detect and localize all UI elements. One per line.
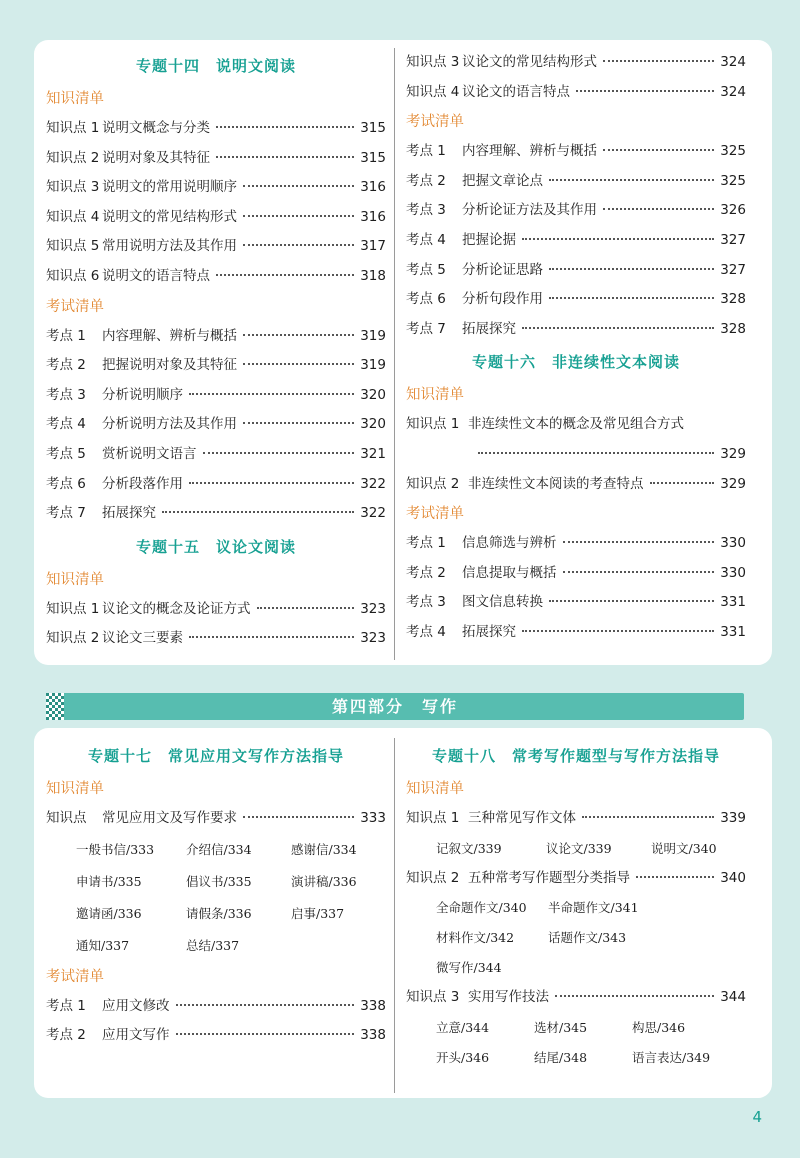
sub-item-grid xyxy=(406,1013,746,1073)
entry-title: 说明对象及其特征 xyxy=(102,149,210,166)
leader-dots xyxy=(176,1004,355,1006)
toc-entry[interactable] xyxy=(406,285,746,315)
entry-page: 315 xyxy=(360,149,386,166)
toc-entry[interactable] xyxy=(46,262,386,292)
entry-page: 322 xyxy=(360,505,386,522)
knowledge-list-14 xyxy=(46,114,386,292)
knowledge-list-label: 知识清单 xyxy=(46,781,104,797)
entry-title: 实用写作技法 xyxy=(468,989,549,1006)
sub-item[interactable]: 记叙文/339 xyxy=(436,840,502,856)
entry-title: 分析论证思路 xyxy=(462,261,543,278)
knowledge-list-15 xyxy=(46,595,386,654)
entry-key: 知识点 4 xyxy=(46,208,100,225)
entry-page: 316 xyxy=(360,179,386,196)
entry-key: 知识点 1 xyxy=(46,120,100,136)
entry-key: 考点 2 xyxy=(46,357,86,374)
entry-key: 考点 4 xyxy=(46,416,86,433)
leader-dots xyxy=(603,208,714,210)
toc-entry[interactable] xyxy=(46,114,386,144)
entry-key: 知识点 1 xyxy=(46,600,100,617)
sub-item[interactable]: 请假条/336 xyxy=(186,905,252,921)
entry-title: 分析说明顺序 xyxy=(102,386,183,403)
toc-entry[interactable] xyxy=(406,618,746,648)
toc-entry[interactable] xyxy=(406,470,746,500)
entry-key: 知识点 6 xyxy=(46,267,100,284)
entry-key: 考点 3 xyxy=(406,202,446,219)
leader-dots xyxy=(243,422,354,424)
sub-item[interactable]: 申请书/335 xyxy=(76,873,142,889)
entry-page: 321 xyxy=(360,445,386,462)
toc-column-bottom-left xyxy=(46,738,386,1051)
entry-title: 把握文章论点 xyxy=(462,172,543,189)
entry-title: 赏析说明文语言 xyxy=(102,445,197,462)
sub-item[interactable]: 微写作/344 xyxy=(436,960,502,976)
leader-dots xyxy=(549,268,714,270)
toc-entry[interactable] xyxy=(406,864,746,894)
toc-entry[interactable] xyxy=(46,470,386,500)
entry-key: 考点 6 xyxy=(46,475,86,492)
entry-title: 五种常考写作题型分类指导 xyxy=(468,869,630,886)
leader-dots xyxy=(582,816,714,818)
leader-dots xyxy=(522,630,714,632)
entry-key: 考点 4 xyxy=(406,231,446,248)
toc-entry[interactable] xyxy=(46,410,386,440)
entry-title: 说明文的常用说明顺序 xyxy=(102,179,237,196)
column-divider xyxy=(394,48,395,660)
entry-title: 分析说明方法及其作用 xyxy=(102,416,237,433)
topic-title-17: 专题十七 常见应用文写作方法指导 xyxy=(87,747,344,765)
toc-entry[interactable] xyxy=(46,351,386,381)
toc-column-top-left xyxy=(46,48,386,654)
toc-entry[interactable] xyxy=(46,595,386,625)
topic-title-18: 专题十八 常考写作题型与写作方法指导 xyxy=(431,747,720,765)
entry-key: 考点 1 xyxy=(406,535,446,552)
entry-key: 考点 5 xyxy=(46,445,86,462)
entry-key: 考点 3 xyxy=(46,386,86,403)
toc-entry[interactable] xyxy=(406,226,746,256)
sub-item[interactable]: 议论文/339 xyxy=(546,840,612,856)
exam-list-label: 考试清单 xyxy=(406,114,464,131)
exam-list-label: 考试清单 xyxy=(46,968,104,985)
entry-title: 分析句段作用 xyxy=(462,291,543,308)
leader-dots xyxy=(216,274,354,276)
entry-title: 拓展探究 xyxy=(462,320,516,337)
entry-page: 317 xyxy=(360,238,386,255)
entry-key: 考点 5 xyxy=(406,261,446,278)
entry-title: 拓展探究 xyxy=(462,623,516,640)
topic-title-16: 专题十六 非连续性文本阅读 xyxy=(471,353,680,372)
entry-page: 320 xyxy=(360,386,386,403)
entry-page: 318 xyxy=(360,267,386,284)
leader-dots xyxy=(478,452,714,454)
entry-page: 327 xyxy=(720,261,746,278)
toc-entry[interactable] xyxy=(406,983,746,1013)
entry-key: 知识点 xyxy=(46,810,87,826)
toc-entry[interactable] xyxy=(406,167,746,197)
entry-title: 信息筛选与辨析 xyxy=(462,535,557,552)
entry-page: 324 xyxy=(720,54,746,70)
sub-item[interactable]: 感谢信/334 xyxy=(291,841,357,857)
entry-key: 知识点 1 xyxy=(406,416,460,433)
entry-page: 329 xyxy=(720,445,746,462)
entry-key: 知识点 3 xyxy=(406,54,460,70)
entry-key: 考点 6 xyxy=(406,291,446,308)
exam-list-14 xyxy=(46,322,386,529)
entry-page: 330 xyxy=(720,564,746,581)
entry-key: 考点 1 xyxy=(46,327,86,344)
entry-key: 考点 2 xyxy=(46,1027,86,1044)
leader-dots xyxy=(549,600,714,602)
sub-item[interactable]: 语言表达/349 xyxy=(632,1049,711,1065)
leader-dots xyxy=(189,482,354,484)
sub-item[interactable]: 总结/337 xyxy=(186,937,240,953)
entry-page: 322 xyxy=(360,475,386,492)
sub-item[interactable]: 话题作文/343 xyxy=(548,930,627,946)
part-title: 第四部分 写作 xyxy=(331,697,458,716)
entry-title: 常见应用文及写作要求 xyxy=(102,810,237,826)
part-banner xyxy=(46,693,744,720)
entry-page: 340 xyxy=(720,869,746,886)
leader-dots xyxy=(549,179,714,181)
leader-dots xyxy=(189,393,354,395)
sub-item[interactable]: 邀请函/336 xyxy=(76,905,142,921)
entry-title: 议论文的语言特点 xyxy=(462,83,570,100)
topic-title-15: 专题十五 议论文阅读 xyxy=(135,537,296,556)
toc-column-top-right xyxy=(406,48,746,648)
entry-title: 三种常见写作文体 xyxy=(468,810,576,826)
sub-item[interactable]: 说明文/340 xyxy=(651,840,717,856)
entry-title: 说明文的语言特点 xyxy=(102,267,210,284)
leader-dots xyxy=(522,327,714,329)
sub-item[interactable]: 通知/337 xyxy=(76,937,130,953)
sub-item[interactable]: 半命题作文/341 xyxy=(548,900,639,916)
leader-dots xyxy=(576,90,714,92)
entry-page: 319 xyxy=(360,327,386,344)
sub-item-grid xyxy=(406,834,746,864)
entry-title: 议论文三要素 xyxy=(102,630,183,647)
leader-dots xyxy=(216,156,354,158)
toc-entry[interactable] xyxy=(406,559,746,589)
sub-item[interactable]: 结尾/348 xyxy=(534,1049,588,1065)
toc-entry[interactable] xyxy=(406,196,746,226)
leader-dots xyxy=(203,452,355,454)
toc-entry[interactable] xyxy=(46,381,386,411)
leader-dots xyxy=(549,297,714,299)
toc-column-bottom-right xyxy=(406,738,746,1073)
entry-page: 329 xyxy=(720,475,746,492)
toc-entry[interactable] xyxy=(46,232,386,262)
sub-item[interactable]: 开头/346 xyxy=(436,1049,490,1065)
exam-list-label: 考试清单 xyxy=(406,506,464,523)
knowledge-list-label: 知识清单 xyxy=(406,781,464,797)
entry-page: 325 xyxy=(720,143,746,160)
leader-dots xyxy=(603,60,714,62)
entry-title: 图文信息转换 xyxy=(462,594,543,611)
entry-title: 分析论证方法及其作用 xyxy=(462,202,597,219)
exam-list-label: 考试清单 xyxy=(46,298,104,315)
entry-title: 把握说明对象及其特征 xyxy=(102,357,237,374)
leader-dots xyxy=(257,607,355,609)
sub-item[interactable]: 材料作文/342 xyxy=(436,930,515,946)
entry-page: 316 xyxy=(360,208,386,225)
entry-key: 知识点 2 xyxy=(46,630,100,647)
entry-page: 338 xyxy=(360,997,386,1014)
leader-dots xyxy=(216,126,354,128)
entry-title: 常用说明方法及其作用 xyxy=(102,238,237,255)
leader-dots xyxy=(243,244,354,246)
toc-entry[interactable] xyxy=(46,440,386,470)
entry-page: 328 xyxy=(720,291,746,308)
leader-dots xyxy=(162,511,354,513)
knowledge-list-16 xyxy=(406,410,746,499)
entry-key: 知识点 5 xyxy=(46,238,100,255)
leader-dots xyxy=(522,238,714,240)
entry-page: 338 xyxy=(360,1027,386,1044)
entry-page: 327 xyxy=(720,231,746,248)
leader-dots xyxy=(636,876,714,878)
toc-entry[interactable] xyxy=(46,499,386,529)
knowledge-list-label: 知识清单 xyxy=(46,571,104,588)
entry-key: 知识点 3 xyxy=(46,179,100,196)
toc-entry[interactable] xyxy=(406,588,746,618)
toc-entry[interactable] xyxy=(46,1021,386,1051)
sub-item[interactable]: 全命题作文/340 xyxy=(436,900,527,916)
sub-item[interactable]: 立意/344 xyxy=(436,1019,490,1035)
entry-title: 应用文修改 xyxy=(102,997,170,1014)
entry-page: 323 xyxy=(360,600,386,617)
sub-item[interactable]: 选材/345 xyxy=(534,1019,588,1035)
toc-entry[interactable] xyxy=(406,410,746,440)
entry-key: 知识点 2 xyxy=(406,475,460,492)
entry-page: 325 xyxy=(720,172,746,189)
leader-dots xyxy=(243,363,354,365)
entry-title: 非连续性文本阅读的考查特点 xyxy=(468,475,644,492)
sub-item[interactable]: 构思/346 xyxy=(632,1019,686,1035)
topic-title-14: 专题十四 说明文阅读 xyxy=(135,57,296,75)
page-number: 4 xyxy=(752,1108,762,1126)
exam-list-15 xyxy=(406,137,746,344)
entry-key: 考点 1 xyxy=(46,997,86,1014)
entry-title: 内容理解、辨析与概括 xyxy=(462,143,597,160)
entry-title: 议论文的概念及论证方式 xyxy=(102,600,251,617)
sub-item[interactable]: 介绍信/334 xyxy=(186,841,252,857)
entry-page: 339 xyxy=(720,810,746,826)
leader-dots xyxy=(563,541,715,543)
entry-page: 328 xyxy=(720,320,746,337)
entry-title: 信息提取与概括 xyxy=(462,564,557,581)
entry-key: 考点 4 xyxy=(406,623,446,640)
entry-title: 非连续性文本的概念及常见组合方式 xyxy=(468,416,684,433)
entry-page: 324 xyxy=(720,83,746,100)
toc-entry-continuation[interactable] xyxy=(406,440,746,470)
knowledge-list-label: 知识清单 xyxy=(46,91,104,107)
entry-key: 考点 7 xyxy=(46,505,86,522)
toc-entry[interactable] xyxy=(46,624,386,654)
entry-title: 分析段落作用 xyxy=(102,475,183,492)
entry-key: 知识点 1 xyxy=(406,810,460,826)
leader-dots xyxy=(243,215,354,217)
entry-page: 315 xyxy=(360,120,386,136)
toc-entry[interactable] xyxy=(46,144,386,174)
entry-title: 说明文概念与分类 xyxy=(102,120,210,136)
entry-key: 知识点 2 xyxy=(406,869,460,886)
toc-entry[interactable] xyxy=(406,137,746,167)
sub-item[interactable]: 一般书信/333 xyxy=(76,841,155,857)
toc-entry[interactable] xyxy=(406,256,746,286)
entry-page: 319 xyxy=(360,357,386,374)
entry-title: 把握论据 xyxy=(462,231,516,248)
sub-item[interactable]: 演讲稿/336 xyxy=(291,873,357,889)
toc-entry[interactable] xyxy=(46,804,386,834)
entry-page: 331 xyxy=(720,594,746,611)
entry-key: 知识点 4 xyxy=(406,83,460,100)
toc-entry[interactable] xyxy=(406,48,746,78)
leader-dots xyxy=(243,334,354,336)
entry-page: 333 xyxy=(360,810,386,826)
toc-entry[interactable] xyxy=(406,315,746,345)
entry-page: 330 xyxy=(720,535,746,552)
entry-page: 326 xyxy=(720,202,746,219)
exam-list-16 xyxy=(406,529,746,647)
toc-entry[interactable] xyxy=(46,322,386,352)
sub-item-grid xyxy=(46,834,386,962)
sub-item[interactable]: 倡议书/335 xyxy=(186,873,252,889)
entry-page: 344 xyxy=(720,989,746,1006)
leader-dots xyxy=(189,636,354,638)
entry-title: 议论文的常见结构形式 xyxy=(462,54,597,70)
toc-entry[interactable] xyxy=(406,529,746,559)
sub-item[interactable]: 启事/337 xyxy=(291,905,345,921)
knowledge-list-label: 知识清单 xyxy=(406,387,464,404)
entry-page: 320 xyxy=(360,416,386,433)
leader-dots xyxy=(243,816,354,818)
leader-dots xyxy=(243,185,354,187)
entry-key: 考点 3 xyxy=(406,594,446,611)
leader-dots xyxy=(650,482,715,484)
sub-item-grid xyxy=(406,893,746,983)
entry-key: 考点 2 xyxy=(406,172,446,189)
leader-dots xyxy=(555,995,714,997)
entry-title: 拓展探究 xyxy=(102,505,156,522)
entry-key: 考点 1 xyxy=(406,143,446,160)
leader-dots xyxy=(603,149,714,151)
toc-entry[interactable] xyxy=(46,173,386,203)
toc-entry[interactable] xyxy=(406,804,746,834)
leader-dots xyxy=(563,571,715,573)
entry-key: 知识点 2 xyxy=(46,149,100,166)
entry-page: 331 xyxy=(720,623,746,640)
entry-page: 323 xyxy=(360,630,386,647)
entry-key: 考点 7 xyxy=(406,320,446,337)
toc-entry[interactable] xyxy=(46,992,386,1022)
entry-title: 说明文的常见结构形式 xyxy=(102,208,237,225)
toc-entry[interactable] xyxy=(406,78,746,108)
entry-key: 考点 2 xyxy=(406,564,446,581)
entry-title: 应用文写作 xyxy=(102,1027,170,1044)
entry-key: 知识点 3 xyxy=(406,989,460,1006)
entry-title: 内容理解、辨析与概括 xyxy=(102,327,237,344)
leader-dots xyxy=(176,1033,355,1035)
toc-entry[interactable] xyxy=(46,203,386,233)
